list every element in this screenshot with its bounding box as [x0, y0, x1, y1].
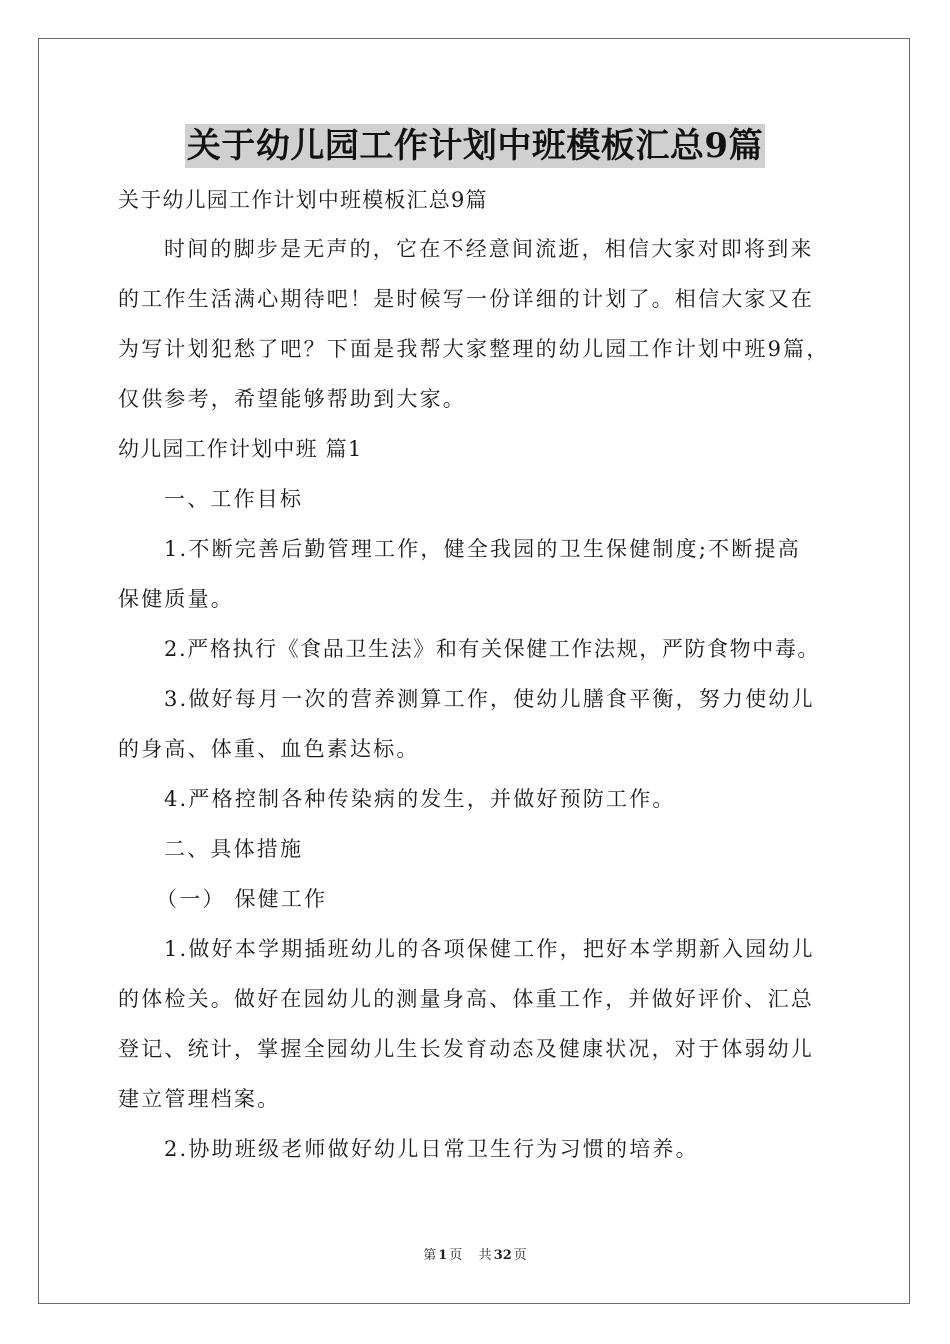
paragraph-line: 建立管理档案。 — [118, 1087, 281, 1111]
paragraph-line: 的工作生活满心期待吧！是时候写一份详细的计划了。相信大家又在 — [118, 287, 814, 311]
paragraph-line: 1.不断完善后勤管理工作，健全我园的卫生保健制度;不断提高 — [164, 537, 801, 561]
title-container — [0, 124, 950, 168]
heading-line: （一） 保健工作 — [156, 887, 328, 911]
page-footer — [0, 1244, 950, 1263]
total-pages: 32 — [493, 1248, 512, 1263]
paragraph-line: 登记、统计，掌握全园幼儿生长发育动态及健康状况，对于体弱幼儿 — [118, 1037, 814, 1061]
page-number: 1 — [438, 1248, 448, 1263]
document-title: 关于幼儿园工作计划中班模板汇总9篇 — [186, 126, 764, 166]
subtitle-line: 关于幼儿园工作计划中班模板汇总9篇 — [118, 188, 488, 212]
page-label-prefix: 第 — [423, 1248, 437, 1263]
paragraph-line: 保健质量。 — [118, 587, 234, 611]
paragraph-line: 为写计划犯愁了吧？下面是我帮大家整理的幼儿园工作计划中班9篇， — [118, 337, 830, 361]
paragraph-line: 3.做好每月一次的营养测算工作，使幼儿膳食平衡，努力使幼儿 — [164, 687, 815, 711]
total-suffix: 页 — [513, 1248, 527, 1263]
paragraph-line: 2.严格执行《食品卫生法》和有关保健工作法规，严防食物中毒。 — [164, 637, 821, 661]
paragraph-line: 仅供参考，希望能够帮助到大家。 — [118, 387, 466, 411]
total-prefix: 共 — [478, 1248, 492, 1263]
heading-line: 一、工作目标 — [164, 487, 304, 511]
page-label-suffix: 页 — [449, 1248, 463, 1263]
paragraph-line: 2.协助班级老师做好幼儿日常卫生行为习惯的培养。 — [164, 1137, 699, 1161]
paragraph-line: 时间的脚步是无声的，它在不经意间流逝，相信大家对即将到来 — [164, 237, 814, 261]
heading-line: 二、具体措施 — [164, 837, 304, 861]
paragraph-line: 的体检关。做好在园幼儿的测量身高、体重工作，并做好评价、汇总 — [118, 987, 814, 1011]
paragraph-line: 1.做好本学期插班幼儿的各项保健工作，把好本学期新入园幼儿 — [164, 937, 815, 961]
paragraph-line: 4.严格控制各种传染病的发生，并做好预防工作。 — [164, 787, 676, 811]
page-border — [38, 38, 910, 1304]
section-heading: 幼儿园工作计划中班 篇1 — [118, 437, 363, 461]
paragraph-line: 的身高、体重、血色素达标。 — [118, 737, 420, 761]
